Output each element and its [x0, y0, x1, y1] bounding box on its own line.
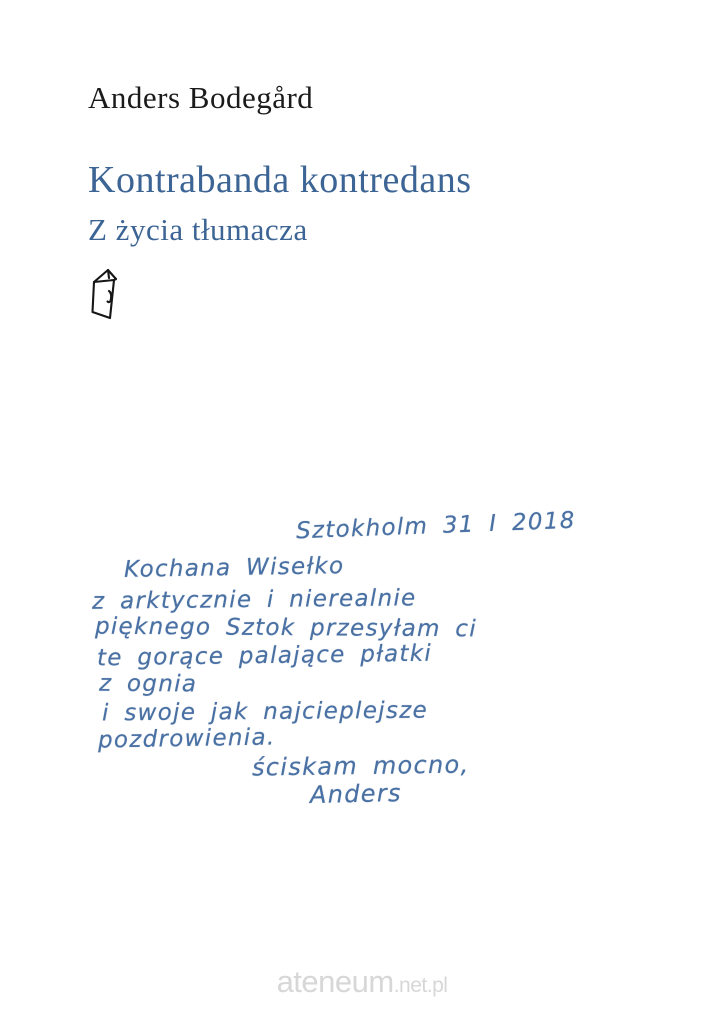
dedication-signature: Anders — [309, 779, 403, 809]
dedication-line: pięknego Sztok przesyłam ci — [94, 613, 478, 643]
watermark-site-suffix: .net.pl — [393, 974, 448, 997]
open-book-icon — [85, 266, 127, 324]
dedication-line: z ognia — [98, 670, 198, 698]
dedication-line: Kochana Wisełko — [123, 553, 345, 583]
publisher-logo — [85, 266, 127, 324]
book-subtitle: Z życia tłumacza — [88, 212, 308, 247]
author-name: Anders Bodegård — [88, 80, 314, 115]
dedication-line: te gorące palające płatki — [96, 640, 433, 672]
watermark-site-name: ateneum — [276, 964, 394, 999]
dedication-line: i swoje jak najcieplejsze — [101, 697, 429, 727]
dedication-closing-line: ściskam mocno, — [251, 750, 470, 782]
dedication-date-line: Sztokholm 31 I 2018 — [295, 507, 577, 545]
dedication-line: z arktycznie i nierealnie — [91, 585, 417, 615]
watermark — [0, 964, 724, 1000]
book-title: Kontrabanda kontredans — [88, 159, 472, 201]
dedication-line: pozdrowienia. — [97, 724, 276, 754]
